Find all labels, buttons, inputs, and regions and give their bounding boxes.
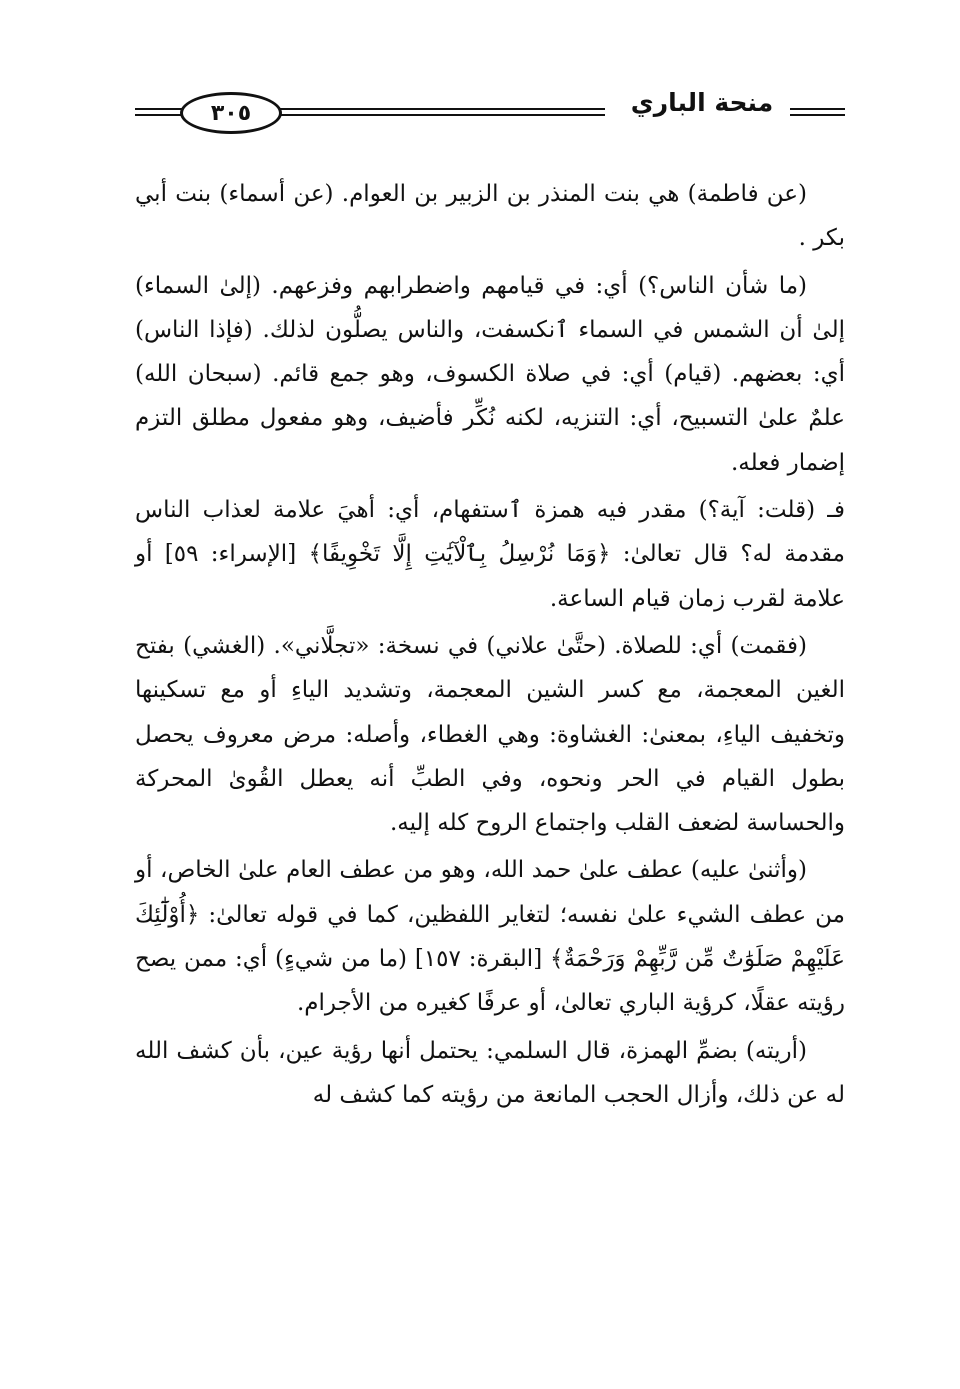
body-text [135,172,845,1120]
header-rule-middle [265,108,605,116]
paragraph-1: (عن فاطمة) هي بنت المنذر بن الزبير بن العوام. (عن أسماء) بنت أبي بكر . [135,181,845,252]
paragraph-4: (فقمت) أي: للصلاة. (حتَّىٰ علاني) في نسخة: «تجلَّاني». (الغشي) بفتح الغين المعجمة، مع كسر الشين المعجمة، وتشديد الياءِ أو مع تسكينها وتخفيف الياءِ، بمعنىٰ: الغشاوة: وهي الغطاء، وأصله: مرض معروف يحصل بطول القيام في الحر ونحوه، وفي الطبِّ أنه يعطل القُوىٰ المحركة والحساسة لضعف القلب واجتماع الروح كله إليه. [135,632,845,837]
header-rule-right [790,108,845,116]
paragraph-3: فـ (قلت: آية؟) مقدر فيه همزة ٱستفهام، أي: أهيَ علامة لعذاب الناس مقدمة له؟ قال تعالىٰ: ﴿وَمَا نُرْسِلُ بِٱلْآيَٰتِ إِلَّا تَخْوِيفًا﴾ [الإسراء: ٥٩] أو علامة لقرب زمان قيام الساعة. [135,497,845,612]
paragraph-6: (أريته) بضمِّ الهمزة، قال السلمي: يحتمل أنها رؤية عين، بأن كشف الله له عن ذلك، وأزال الحجب المانعة من رؤيته كما كشف له [135,1037,845,1108]
page-header [135,78,845,148]
page-number: ٣٠٥ [180,92,282,134]
paragraph-5: (وأثنىٰ عليه) عطف علىٰ حمد الله، وهو من عطف العام علىٰ الخاص، أو من عطف الشيء علىٰ نفسه؛ لتغاير اللفظين، كما في قوله تعالىٰ: ﴿أُوْلَٰٓئِكَ عَلَيْهِمْ صَلَوَٰتٌ مِّن رَّبِّهِمْ وَرَحْمَةٌ﴾ [البقرة: ١٥٧] (ما من شيءٍ) أي: ممن يصح رؤيته عقلًا، كرؤية الباري تعالىٰ، أو عرفًا كغيره من الأجرام. [135,857,845,1017]
paragraph-2: (ما شأن الناس؟) أي: في قيامهم واضطرابهم وفزعهم. (إلىٰ السماء) إلىٰ أن الشمس في السماء ٱنكسفت، والناس يصلُّون لذلك. (فإذا الناس) أي: بعضهم. (قيام) أي: في صلاة الكسوف، وهو جمع قائم. (سبحان الله) علمٌ علىٰ التسبيح، أي: التنزيه، لكنه نُكِّر فأضيف، وهو مفعول مطلق التزم إضمار فعله. [135,272,845,476]
running-title: منحة الباري [630,88,774,117]
